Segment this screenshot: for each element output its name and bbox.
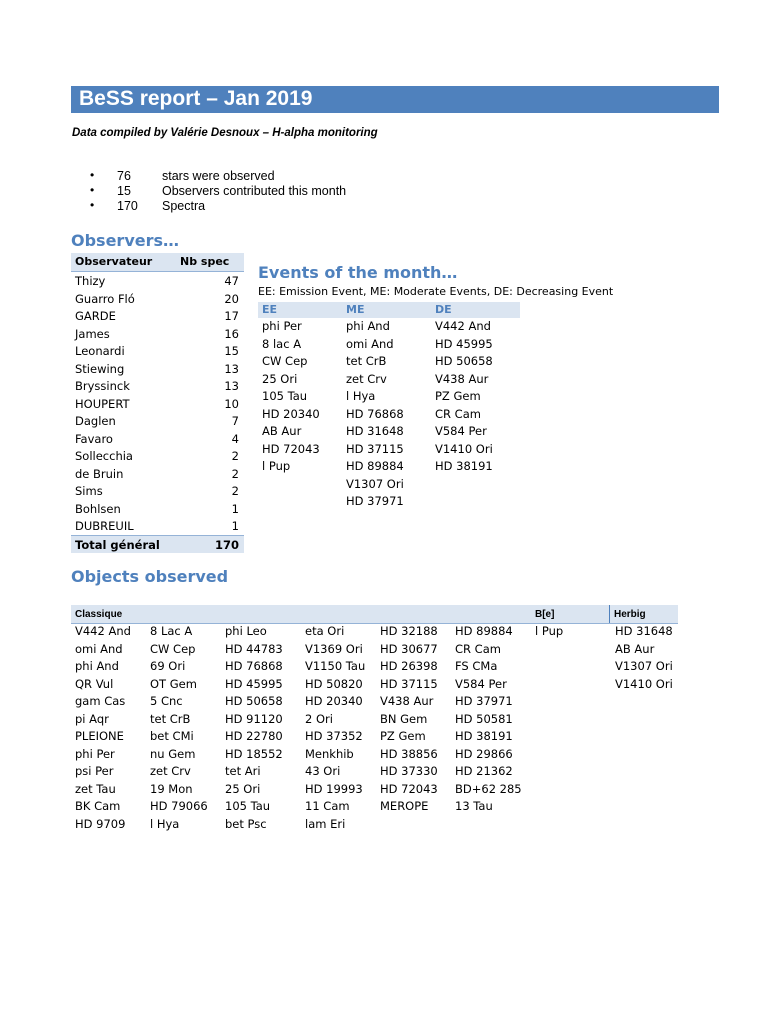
object-name: OT Gem [150,676,197,691]
event-star: V442 And [435,319,491,333]
object-name: HD 30677 [380,641,438,656]
event-star: HD 20340 [262,406,320,421]
object-name: V1369 Ori [305,641,363,656]
classique-column [225,624,283,834]
observer-name: Bryssinck [75,379,130,393]
event-star: HD 76868 [346,406,404,421]
observer-count: 16 [224,326,239,341]
classique-column [455,624,522,817]
table-row [71,360,244,378]
object-name: HD 9709 [75,816,126,831]
table-row [71,377,244,395]
col-classique-header: Classique [75,609,123,620]
object-name: lam Eri [305,816,346,831]
object-name: HD 38191 [455,729,513,743]
table-row [71,517,244,535]
report-subtitle: Data compiled by Valérie Desnoux – H-alpha monitoring [72,127,378,139]
observer-name: Leonardi [75,344,125,358]
object-name: 19 Mon [150,781,193,796]
stat-label: Spectra [162,199,206,213]
stat-label: Observers contributed this month [162,184,347,198]
events-me-column [346,319,404,512]
table-row [71,482,244,500]
events-de-column [435,319,493,477]
stat-value: 170 [117,199,138,213]
object-name: HD 79066 [150,799,208,813]
object-name: zet Tau [75,781,116,796]
event-star: phi Per [262,319,302,333]
object-name: gam Cas [75,694,126,708]
observer-name: de Bruin [75,466,124,481]
total-label: Total général [75,537,160,552]
observer-count: 1 [231,519,239,533]
observer-name: Favaro [75,431,113,446]
classique-column [150,624,208,834]
object-name: V1150 Tau [305,659,366,673]
object-name: eta Ori [305,624,345,638]
object-name: bet CMi [150,729,194,743]
object-name: AB Aur [615,641,655,656]
object-name: bet Psc [225,816,267,831]
event-star: CW Cep [262,354,308,368]
object-name: V1307 Ori [615,659,673,673]
events-heading: Events of the month… [258,263,458,282]
object-name: psi Per [75,764,114,778]
object-name: HD 32188 [380,624,438,638]
stat-value: 15 [117,184,131,198]
observer-name: DUBREUIL [75,519,134,533]
object-name: V1410 Ori [615,676,673,691]
observer-count: 47 [224,274,239,288]
object-name: 25 Ori [225,781,261,796]
observer-count: 1 [231,501,239,516]
event-star: AB Aur [262,424,302,438]
event-star: HD 38191 [435,459,493,473]
observer-count: 2 [231,449,239,463]
object-name: HD 37352 [305,729,363,743]
observer-count: 2 [231,484,239,498]
event-star: 105 Tau [262,389,308,403]
table-row [71,290,244,308]
observer-count: 7 [231,414,239,428]
event-star: zet Crv [346,371,387,386]
event-star: HD 89884 [346,459,404,473]
event-star: PZ Gem [435,389,481,403]
event-star: omi And [346,336,394,351]
object-name: l Pup [535,624,564,638]
event-star: HD 31648 [346,424,404,438]
observers-heading: Observers… [71,231,180,250]
event-star: V438 Aur [435,371,489,386]
event-star: 8 lac A [262,336,302,351]
observer-count: 17 [224,309,239,323]
stat-item [90,184,490,199]
events-ee-column [262,319,320,477]
col-ee-header: EE [262,303,278,316]
bullet-icon: • [90,168,95,182]
object-name: BK Cam [75,799,121,813]
classique-column [380,624,438,817]
event-star: HD 50658 [435,354,493,368]
object-name: QR Vul [75,676,114,691]
object-name: V584 Per [455,676,507,691]
object-name: HD 50658 [225,694,283,708]
object-name: 5 Cnc [150,694,183,708]
object-name: MEROPE [380,799,429,813]
col-be-header: B[e] [535,609,555,620]
stat-item [90,169,490,184]
observer-count: 13 [224,379,239,393]
object-name: Menkhib [305,746,354,761]
observer-count: 13 [224,361,239,376]
observer-name: HOUPERT [75,396,130,411]
col-herbig-header: Herbig [614,609,646,620]
table-row [71,342,244,360]
col-de-header: DE [435,303,452,316]
object-name: 69 Ori [150,659,186,673]
event-star: 25 Ori [262,371,298,386]
observers-table-header [71,253,244,272]
object-name: CW Cep [150,641,196,656]
object-name: CR Cam [455,641,501,656]
observer-name: Guarro Fló [75,291,135,306]
object-name: zet Crv [150,764,191,778]
object-name: 43 Ori [305,764,341,778]
object-name: BD+62 285 [455,781,522,796]
observer-count: 4 [231,431,239,446]
table-row [71,412,244,430]
objects-heading: Objects observed [71,567,229,586]
object-name: HD 26398 [380,659,438,673]
objects-table-header [71,605,678,624]
stat-item [90,199,490,214]
object-name: omi And [75,641,123,656]
observers-total-row [71,535,244,553]
object-name: HD 21362 [455,764,513,778]
observer-name: James [75,326,110,341]
report-title-bar [71,86,719,113]
be-column [535,624,563,642]
object-name: FS CMa [455,659,498,673]
events-legend-note: EE: Emission Event, ME: Moderate Events, DE: Decreasing Event [258,285,614,298]
report-title: BeSS report – Jan 2019 [79,87,313,110]
observer-name: Sims [75,484,103,498]
table-row [71,272,244,290]
object-name: HD 91120 [225,711,283,726]
event-star: l Pup [262,459,291,473]
event-star: V1410 Ori [435,441,493,456]
observer-count: 20 [224,291,239,306]
object-name: HD 18552 [225,746,283,761]
object-name: HD 37115 [380,676,438,691]
object-name: HD 89884 [455,624,513,638]
observer-name: Thizy [75,274,106,288]
bullet-icon: • [90,198,95,212]
object-name: pi Aqr [75,711,109,726]
object-name: V438 Aur [380,694,434,708]
observers-table [71,253,244,553]
event-star: tet CrB [346,354,387,368]
table-row [71,430,244,448]
herbig-column [615,624,673,694]
table-row [71,307,244,325]
events-table-header [258,302,520,318]
stat-label: stars were observed [162,169,275,183]
observer-name: Sollecchia [75,449,133,463]
classique-column [305,624,365,834]
object-name: 13 Tau [455,799,493,813]
object-name: HD 72043 [380,781,438,796]
object-name: HD 45995 [225,676,283,691]
total-value: 170 [214,537,239,552]
observer-name: Bohlsen [75,501,121,516]
object-name: PLEIONE [75,729,124,743]
table-row [71,395,244,413]
object-name: HD 19993 [305,781,363,796]
object-name: l Hya [150,816,180,831]
object-name: phi Per [75,746,115,761]
object-name: V442 And [75,624,131,638]
observer-name: Stiewing [75,361,125,376]
object-name: HD 31648 [615,624,673,638]
observer-count: 15 [224,344,239,358]
event-star: HD 37115 [346,441,404,456]
object-name: BN Gem [380,711,428,726]
object-name: HD 29866 [455,746,513,761]
object-name: HD 44783 [225,641,283,656]
object-name: HD 37971 [455,694,513,708]
col-me-header: ME [346,303,365,316]
object-name: 105 Tau [225,799,271,813]
object-name: phi And [75,659,119,673]
table-row [71,447,244,465]
object-name: HD 50581 [455,711,513,726]
event-star: HD 72043 [262,441,320,456]
event-star: phi And [346,319,390,333]
object-name: HD 76868 [225,659,283,673]
object-name: phi Leo [225,624,267,638]
object-name: 2 Ori [305,711,333,726]
classique-column [75,624,131,834]
event-star: CR Cam [435,406,481,421]
event-star: V584 Per [435,424,487,438]
object-name: 11 Cam [305,799,350,813]
object-name: PZ Gem [380,729,426,743]
event-star: HD 45995 [435,336,493,351]
table-row [71,465,244,483]
observer-count: 2 [231,466,239,481]
object-name: tet Ari [225,764,261,778]
summary-stats [90,169,490,214]
bullet-icon: • [90,183,95,197]
table-row [71,500,244,518]
col-nb-spec-header: Nb spec [180,255,230,268]
observer-count: 10 [224,396,239,411]
event-star: l Hya [346,389,376,403]
object-name: HD 50820 [305,676,363,691]
object-name: HD 22780 [225,729,283,743]
col-observateur-header: Observateur [75,255,153,268]
event-star: V1307 Ori [346,476,404,491]
stat-value: 76 [117,169,131,183]
object-name: tet CrB [150,711,191,726]
object-name: HD 38856 [380,746,438,761]
object-name: 8 Lac A [150,624,193,638]
object-name: HD 37330 [380,764,438,778]
object-name: nu Gem [150,746,196,761]
observers-rows [71,272,244,535]
object-name: HD 20340 [305,694,363,708]
observer-name: GARDE [75,309,116,323]
event-star: HD 37971 [346,494,404,508]
table-row [71,325,244,343]
column-divider [609,605,610,623]
observer-name: Daglen [75,414,116,428]
